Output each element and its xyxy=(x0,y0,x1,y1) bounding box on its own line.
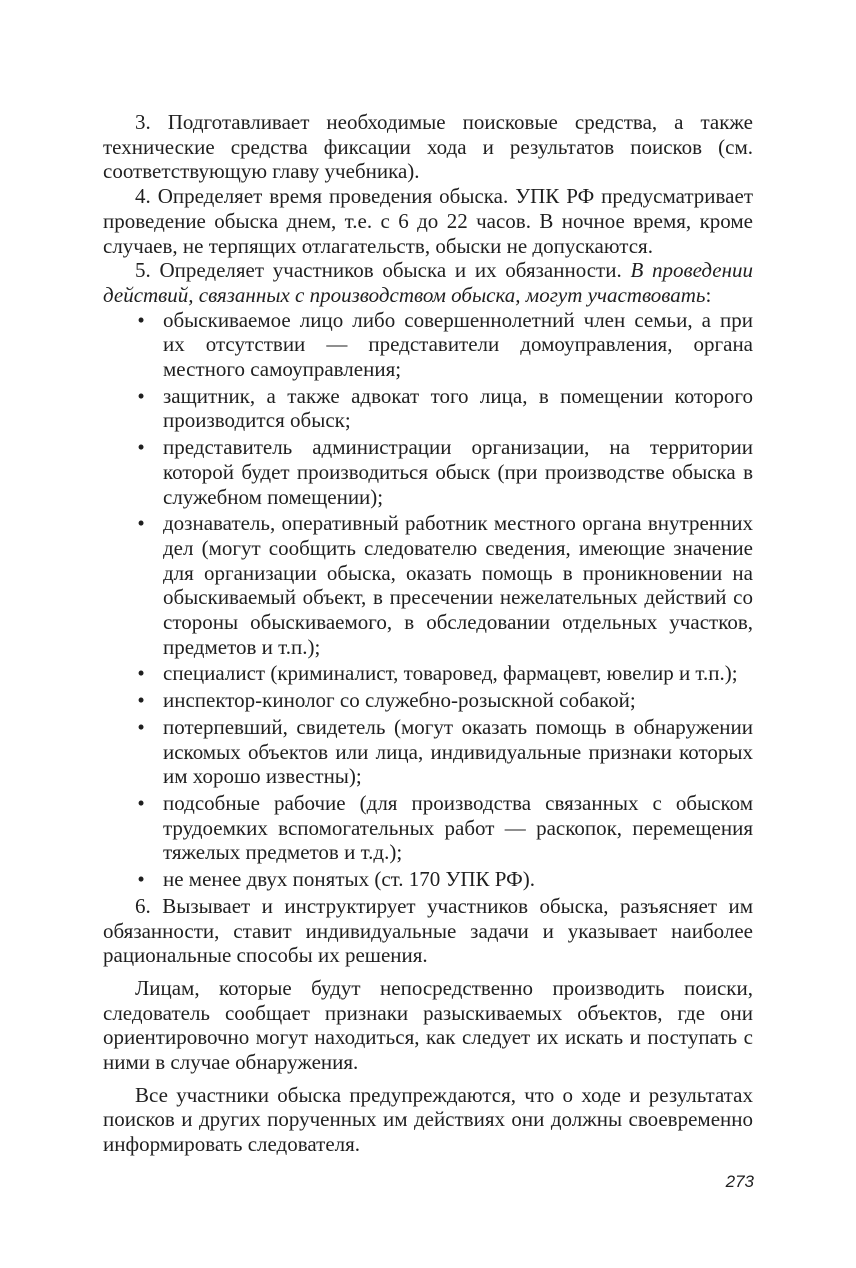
list-item-text: дознаватель, оперативный работник местного органа внутренних дел (могут сообщить следователю сведения, имеющие значение для организации обыска, оказать помощь в проникновении на обыскиваемый объект, в пресечении нежелательных действий со стороны обыскиваемого, в обследовании отдельных участков, предметов и т.п.); xyxy=(163,511,753,659)
list-item xyxy=(137,867,753,892)
paragraph-6: 6. Вызывает и инструктирует участников обыска, разъясняет им обязанности, ставит индивидуальные задачи и указывает наиболее рациональные способы их решения. xyxy=(103,893,753,968)
paragraph-5-italic: В проведении действий, связанных с производством обыска, могут участвовать xyxy=(103,258,754,307)
paragraph-7: Лицам, которые будут непосредственно производить поиски, следователь сообщает признаки разыскиваемых объектов, где они ориентировочно могут находиться, как следует их искать и поступать с ними в случае обнаружения. xyxy=(103,975,753,1075)
list-item xyxy=(137,383,753,433)
list-item-text: защитник, а также адвокат того лица, в помещении которого производится обыск; xyxy=(163,383,753,433)
list-item xyxy=(137,435,753,509)
paragraph-8: Все участники обыска предупреждаются, что о ходе и результатах поисков и других порученных им действиях они должны своевременно информировать следователя. xyxy=(103,1082,753,1157)
bullet-icon: • xyxy=(137,435,145,460)
paragraph-3: 3. Подготавливает необходимые поисковые средства, а также технические средства фиксации хода и результатов поисков (см. соответствующую главу учебника). xyxy=(103,110,753,184)
bullet-icon: • xyxy=(137,661,145,686)
list-item xyxy=(137,714,753,789)
list-item-text: не менее двух понятых (ст. 170 УПК РФ). xyxy=(163,867,535,892)
paragraph-5-lead: 5. Определяет участников обыска и их обязанности. xyxy=(135,258,631,283)
list-item-text: специалист (криминалист, товаровед, фармацевт, ювелир и т.п.); xyxy=(163,661,738,686)
paragraph-5 xyxy=(103,258,753,307)
list-item-text: потерпевший, свидетель (могут оказать помощь в обнаружении искомых объектов или лица, индивидуальные признаки которых им хорошо известны); xyxy=(163,714,753,789)
bullet-icon: • xyxy=(137,867,145,892)
paragraph-5-tail: : xyxy=(705,282,712,307)
bullet-icon: • xyxy=(137,714,145,739)
list-item xyxy=(137,307,753,382)
bullet-icon: • xyxy=(137,383,145,408)
list-item-text: представитель администрации организации, на территории которой будет производиться обыск (при производстве обыска в служебном помещении); xyxy=(163,435,753,509)
page-body xyxy=(103,110,753,1157)
paragraph-4: 4. Определяет время проведения обыска. УПК РФ предусматривает проведение обыска днем, т.е. с 6 до 22 часов. В ночное время, кроме случаев, не терпящих отлагательств, обыски не допускаются. xyxy=(103,184,753,258)
list-item xyxy=(137,661,753,686)
list-item-text: обыскиваемое лицо либо совершеннолетний член семьи, а при их отсутствии — представители домоуправления, органа местного самоуправления; xyxy=(163,307,753,382)
participants-list xyxy=(103,308,753,892)
list-item xyxy=(137,511,753,659)
list-item-text: подсобные рабочие (для производства связанных с обыском трудоемких вспомогательных работ — раскопок, перемещения тяжелых предметов и т.д.); xyxy=(163,790,753,865)
list-item xyxy=(137,688,753,713)
bullet-icon: • xyxy=(137,688,145,713)
list-item-text: инспектор-кинолог со служебно-розыскной собакой; xyxy=(163,688,636,713)
bullet-icon: • xyxy=(137,790,145,815)
page-number: 273 xyxy=(725,1172,754,1191)
bullet-icon: • xyxy=(137,511,145,536)
list-item xyxy=(137,790,753,865)
bullet-icon: • xyxy=(137,307,145,332)
